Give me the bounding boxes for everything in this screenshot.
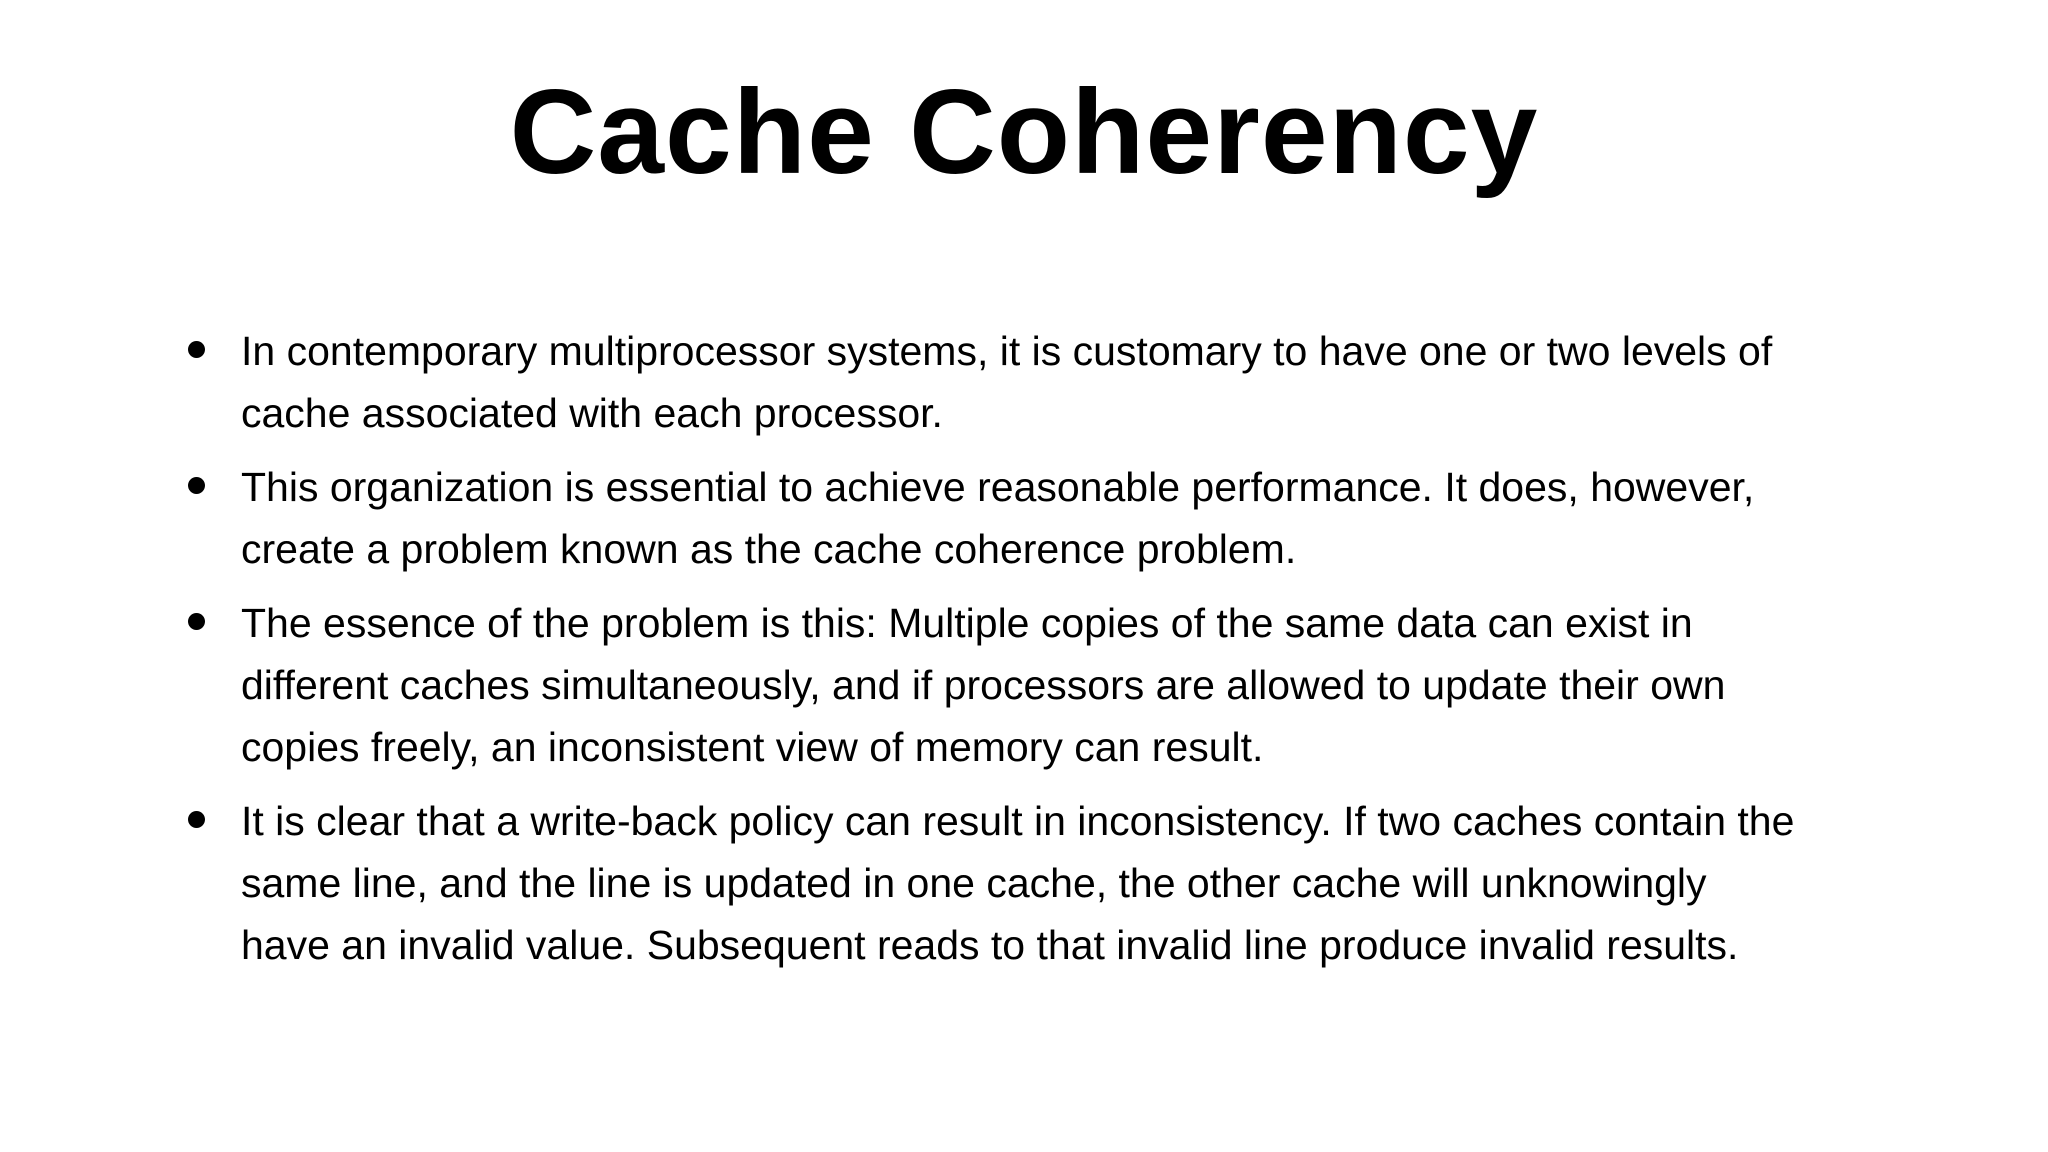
- bullet-item: [185, 790, 1885, 976]
- bullet-dot-icon: [188, 341, 205, 358]
- bullet-line: have an invalid value. Subsequent reads to that invalid line produce invalid results.: [241, 922, 1739, 968]
- bullet-line: It is clear that a write-back policy can result in inconsistency. If two caches contain the: [241, 798, 1795, 844]
- bullet-line: different caches simultaneously, and if processors are allowed to update their own: [241, 662, 1726, 708]
- bullet-dot-icon: [188, 811, 205, 828]
- bullet-item: [185, 320, 1885, 444]
- bullet-line: This organization is essential to achieve reasonable performance. It does, however,: [241, 464, 1755, 510]
- bullet-dot-icon: [188, 477, 205, 494]
- bullet-line: same line, and the line is updated in one cache, the other cache will unknowingly: [241, 860, 1707, 906]
- bullet-line: The essence of the problem is this: Multiple copies of the same data can exist in: [241, 600, 1693, 646]
- slide-title: Cache Coherency: [509, 65, 1539, 199]
- bullet-item: [185, 456, 1885, 580]
- bullet-dot-icon: [188, 613, 205, 630]
- bullet-item: [185, 592, 1885, 778]
- bullet-line: In contemporary multiprocessor systems, it is customary to have one or two levels of: [241, 328, 1773, 374]
- bullet-list: [185, 320, 1885, 988]
- bullet-line: copies freely, an inconsistent view of memory can result.: [241, 724, 1264, 770]
- bullet-line: create a problem known as the cache coherence problem.: [241, 526, 1297, 572]
- bullet-line: cache associated with each processor.: [241, 390, 943, 436]
